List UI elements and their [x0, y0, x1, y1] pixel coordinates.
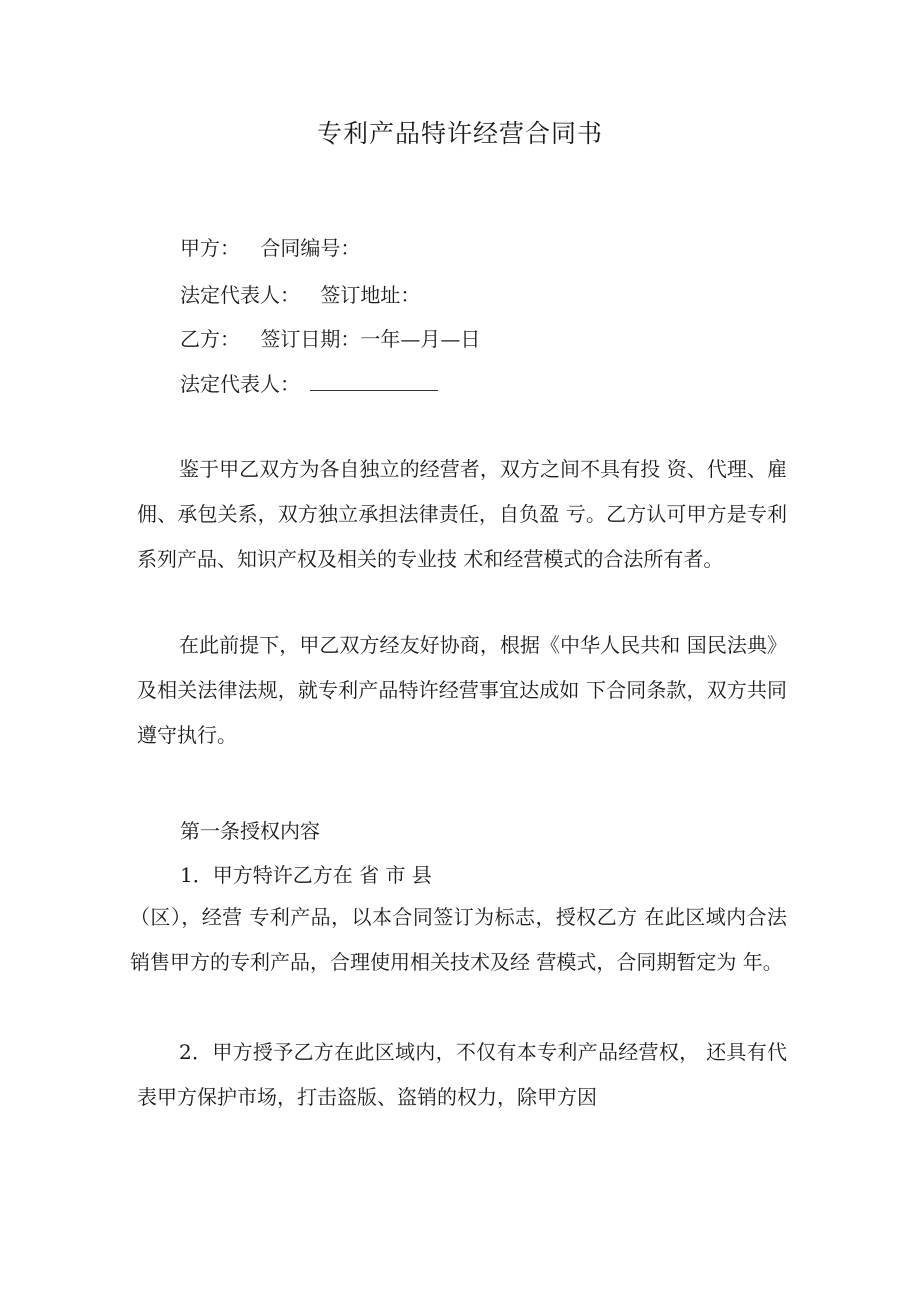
party-a-line: [180, 232, 360, 261]
recital-paragraph: 鉴于甲乙双方为各自独立的经营者，双方之间不具有投 资、代理、雇佣、承包关系，双方独立承担法律责任，自负盈 亏。乙方认可甲方是专利系列产品、知识产权及相关的专业技 术和经营模式的合法所有者。: [137, 457, 787, 571]
legal-rep-a-label: 法定代表人：: [180, 283, 300, 307]
clause-1-first-line: 1．甲方特许乙方在 省 市 县: [180, 863, 432, 887]
sign-place-label: 签订地址：: [320, 283, 421, 307]
party-b-line: [180, 323, 480, 352]
article-1-heading: 第一条授权内容: [180, 819, 320, 843]
legal-rep-a-line: [180, 279, 420, 308]
clause-2-paragraph: 2．甲方授予乙方在此区域内，不仅有本专利产品经营权， 还具有代表甲方保护市场，打击盗版、盗销的权力，除甲方因: [137, 1040, 787, 1109]
legal-rep-b-line: [180, 368, 438, 397]
party-b-label: 乙方：: [180, 327, 240, 351]
party-a-label: 甲方：: [180, 236, 240, 260]
sign-date-label: 签订日期：一年—月—日: [260, 327, 481, 351]
contract-number-label: 合同编号：: [260, 236, 361, 260]
contract-title: 专利产品特许经营合同书: [316, 119, 603, 148]
premise-paragraph: 在此前提下，甲乙双方经友好协商，根据《中华人民共和 国民法典》及相关法律法规，就专利产品特许经营事宜达成如 下合同条款，双方共同遵守执行。: [137, 633, 787, 747]
clause-1-continuation: （区），经营 专利产品，以本合同签订为标志，授权乙方 在此区域内合法销售甲方的专利产品，合理使用相关技术及经 营模式，合同期暂定为 年。: [130, 905, 787, 974]
legal-rep-b-label: 法定代表人：: [180, 372, 300, 396]
legal-rep-b-blank: [310, 374, 438, 391]
